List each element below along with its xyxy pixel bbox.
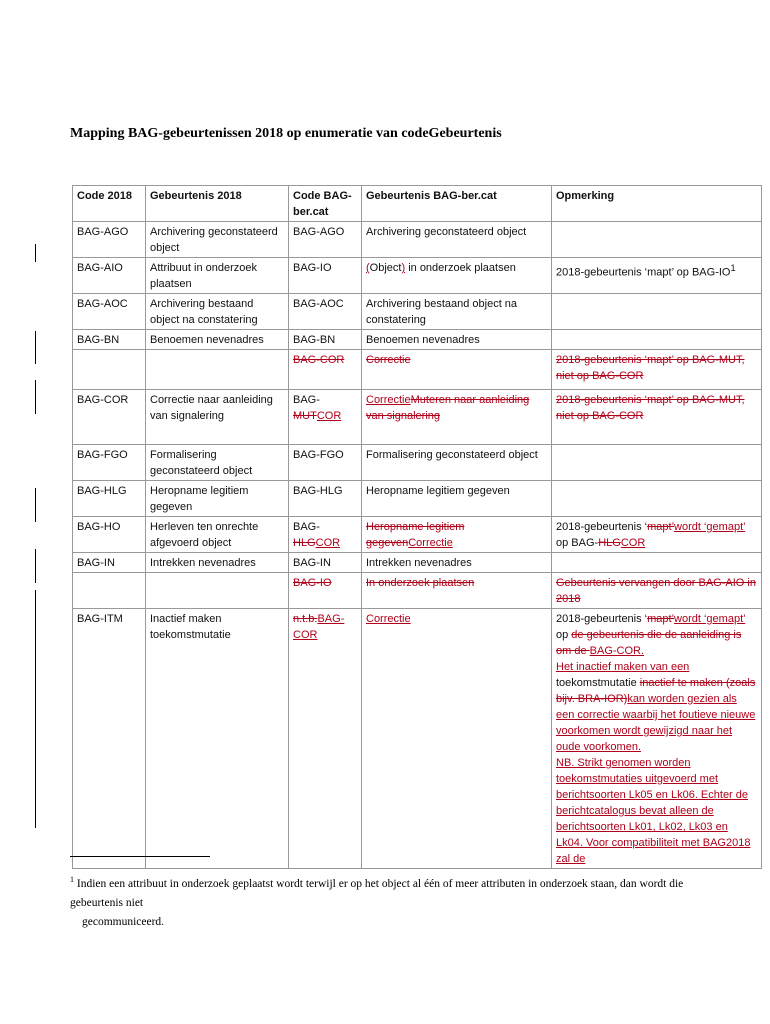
header-gebeurtenis-2018: Gebeurtenis 2018 [146,186,289,222]
cell-text: op BAG- [556,537,599,549]
cell-bergebeurtenis [362,573,552,609]
cell-bergebeurtenis: Archivering bestaand object na constatering [362,294,552,330]
cell-gebeurtenis: Herleven ten onrechte afgevoerd object [146,517,289,553]
table-row [73,553,762,573]
inserted-text: ( [366,262,370,274]
cell-code: BAG-ITM [73,609,146,869]
cell-opmerking [552,553,762,573]
cell-gebeurtenis: Benoemen nevenadres [146,330,289,350]
cell-text: 2018-gebeurtenis ‘mapt’ op BAG-IO [556,266,731,279]
deleted-text: n.t.b. [293,613,318,625]
deleted-text: In onderzoek plaatsen [366,577,475,589]
cell-opmerking [552,609,762,869]
change-bar [35,488,36,522]
table-row [73,390,762,445]
footnote-text-continued: gecommuniceerd. [82,915,165,928]
inserted-text: Correctie [366,613,411,625]
cell-code: BAG-HLG [73,481,146,517]
deleted-text: MUT [293,410,317,422]
cell-text: 2018-gebeurtenis ‘ [556,521,648,533]
deleted-text: HLG [598,537,621,549]
cell-opmerking [552,294,762,330]
cell-bercode [289,573,362,609]
inserted-text: BAG-COR. [589,645,645,657]
cell-text: op [556,629,572,641]
table-row [73,517,762,553]
header-gebeurtenis-bag-bercat: Gebeurtenis BAG-ber.cat [362,186,552,222]
table-row [73,258,762,294]
cell-code: BAG-IN [73,553,146,573]
deleted-text: inactief te maken (zoals bijv. BRA-IOR) [556,677,756,705]
inserted-text: NB. Strikt genomen worden toekomstmutaties uitgevoerd met berichtsoorten Lk05 en Lk06. Echter de berichtcatalogus bevat alleen de berichtsoorten Lk01, Lk02, Lk03 en Lk04. Voor compatibiliteit met BAG2018 zal de [556,757,751,865]
cell-bercode: BAG-FGO [289,445,362,481]
cell-bercode [289,609,362,869]
cell-bercode: BAG-AGO [289,222,362,258]
table-row [73,222,762,258]
footnote-number: 1 [70,875,74,884]
cell-opmerking [552,222,762,258]
deleted-text: BAG-IO [293,577,332,589]
cell-bergebeurtenis: Heropname legitiem gegeven [362,481,552,517]
deleted-text: de gebeurtenis die de aanleiding is om de [556,629,742,657]
cell-text: in onderzoek plaatsen [405,262,516,274]
cell-opmerking [552,350,762,390]
footnote-text: Indien een attribuut in onderzoek geplaatst wordt terwijl er op het object al één of meer attributen in onderzoek staan, dan wordt die gebeurtenis niet [70,877,684,909]
cell-opmerking [552,258,762,294]
cell-opmerking [552,390,762,445]
cell-code: BAG-AIO [73,258,146,294]
cell-bercode [289,350,362,390]
change-bar [35,549,36,583]
inserted-text: COR [316,410,342,422]
cell-opmerking [552,330,762,350]
cell-gebeurtenis [146,350,289,390]
cell-gebeurtenis: Correctie naar aanleiding van signalering [146,390,289,445]
cell-opmerking [552,481,762,517]
cell-gebeurtenis: Formalisering geconstateerd object [146,445,289,481]
inserted-text: Het inactief maken van een [556,661,690,673]
deleted-text: Gebeurtenis vervangen door BAG-AIO in 2018 [556,577,756,605]
cell-gebeurtenis: Inactief maken toekomstmutatie [146,609,289,869]
inserted-text: Correctie [366,394,411,406]
cell-code [73,573,146,609]
change-bar [35,380,36,414]
cell-bercode [289,390,362,445]
table-row [73,609,762,869]
mapping-table [72,185,762,869]
cell-bergebeurtenis: Archivering geconstateerd object [362,222,552,258]
cell-code: BAG-AOC [73,294,146,330]
cell-text: Object [369,262,402,274]
table-row [73,294,762,330]
cell-text: BAG- [293,394,320,406]
cell-bercode: BAG-IO [289,258,362,294]
cell-code: BAG-BN [73,330,146,350]
header-code-2018: Code 2018 [73,186,146,222]
cell-code [73,350,146,390]
deleted-text: HLG [293,537,316,549]
table-row [73,350,762,390]
change-bar [35,244,36,262]
footnote-ref[interactable]: 1 [730,263,736,273]
cell-bergebeurtenis [362,350,552,390]
cell-code: BAG-FGO [73,445,146,481]
table-row [73,573,762,609]
inserted-text: Correctie [408,537,453,549]
cell-bergebeurtenis [362,517,552,553]
inserted-text: COR [315,537,341,549]
cell-bergebeurtenis [362,390,552,445]
page-title: Mapping BAG-gebeurtenissen 2018 op enumeratie van codeGebeurtenis [70,126,502,141]
cell-code: BAG-COR [73,390,146,445]
cell-gebeurtenis: Intrekken nevenadres [146,553,289,573]
cell-bergebeurtenis [362,609,552,869]
inserted-text: kan worden gezien als een correctie waarbij het foutieve nieuwe voorkomen wordt gewijzigd naar het oude voorkomen. [556,693,756,753]
cell-code: BAG-AGO [73,222,146,258]
cell-text: toekomstmutatie [556,677,637,689]
cell-opmerking [552,573,762,609]
table-row [73,330,762,350]
inserted-text: wordt ‘gemapt’ [674,521,746,533]
cell-gebeurtenis: Archivering bestaand object na constatering [146,294,289,330]
footnote-separator [70,856,210,857]
cell-opmerking [552,445,762,481]
deleted-text: 2018-gebeurtenis ‘mapt’ op BAG-MUT, niet op BAG-COR [556,394,745,422]
inserted-text: COR [620,537,646,549]
table-row [73,481,762,517]
cell-gebeurtenis: Archivering geconstateerd object [146,222,289,258]
deleted-text: mapt’ [647,613,675,625]
deleted-text: Muteren naar aanleiding van signalering [366,394,530,422]
cell-bergebeurtenis: Formalisering geconstateerd object [362,445,552,481]
footnote [70,870,690,932]
inserted-text: BAG-COR [293,613,345,641]
cell-bercode: BAG-IN [289,553,362,573]
cell-code: BAG-HO [73,517,146,553]
change-bar [35,331,36,364]
change-bar [35,590,36,828]
header-opmerking: Opmerking [552,186,762,222]
deleted-text: 2018-gebeurtenis ‘mapt’ op BAG-MUT, niet op BAG-COR [556,354,745,382]
header-row [73,186,762,222]
deleted-text: BAG-COR [293,354,345,366]
footnote-line [70,870,690,913]
table-row [73,445,762,481]
cell-bercode [289,517,362,553]
deleted-text: mapt’ [647,521,675,533]
inserted-text: wordt ‘gemapt’ [674,613,746,625]
header-code-bag-bercat: Code BAG-ber.cat [289,186,362,222]
cell-bergebeurtenis: Intrekken nevenadres [362,553,552,573]
cell-gebeurtenis [146,573,289,609]
inserted-text: ) [401,262,406,274]
cell-text: 2018-gebeurtenis ‘ [556,613,648,625]
cell-bergebeurtenis: Benoemen nevenadres [362,330,552,350]
deleted-text: Correctie [366,354,411,366]
deleted-text: Heropname legitiem gegeven [366,521,465,549]
cell-bercode: BAG-AOC [289,294,362,330]
cell-gebeurtenis: Attribuut in onderzoek plaatsen [146,258,289,294]
cell-text: BAG- [293,521,320,533]
cell-gebeurtenis: Heropname legitiem gegeven [146,481,289,517]
cell-opmerking [552,517,762,553]
cell-bercode: BAG-BN [289,330,362,350]
cell-bergebeurtenis [362,258,552,294]
cell-bercode: BAG-HLG [289,481,362,517]
